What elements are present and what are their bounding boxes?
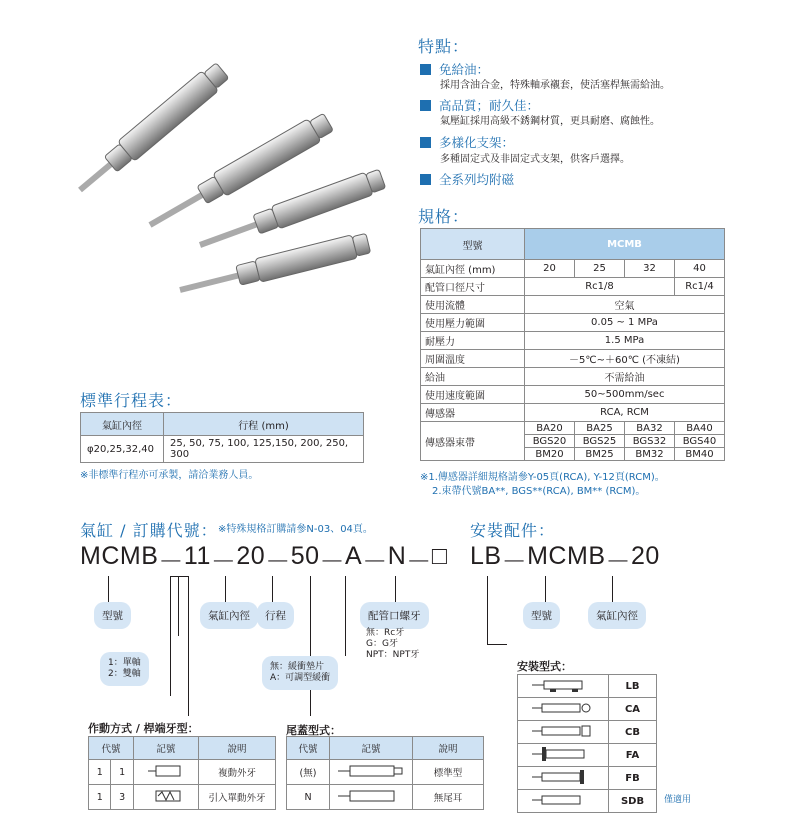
- spec-table: [420, 228, 725, 461]
- feature-desc: 採用含油合金，特殊軸承襯套，使活塞桿無需給油。: [440, 80, 670, 91]
- spec-note-1: ※1.傳感器詳細規格請參Y-05頁(RCA), Y-12頁(RCM)。: [420, 472, 665, 483]
- mount-side-note: 僅適用: [664, 795, 692, 805]
- table-row: 使用壓力範圍 0.05 ~ 1 MPa: [421, 314, 725, 332]
- cover-table: 代號 記號 說明 (無) 標準型 N 無尾耳: [286, 736, 484, 810]
- mount-title: 安裝型式：: [517, 660, 572, 673]
- symbol-icon: [330, 760, 413, 785]
- stroke-col-bore: 氣缸內徑: [81, 413, 164, 436]
- table-row: 耐壓力 1.5 MPa: [421, 332, 725, 350]
- acc-label-bore: 氣缸內徑: [588, 602, 646, 629]
- order-ref-note: ※特殊規格訂購請參N-03、04頁。: [218, 524, 373, 535]
- table-row: BGS20 BGS25 BGS32 BGS40: [421, 435, 725, 448]
- rod-options: 1：單軸 2：雙軸: [100, 652, 149, 686]
- feature-title: 全系列均附磁: [439, 172, 515, 187]
- spec-note-2: 2.束帶代號BA**, BGS**(RCA), BM** (RCM)。: [432, 486, 646, 497]
- symbol-icon: [133, 785, 198, 810]
- table-row: CB: [518, 721, 657, 744]
- cover-table-title: 尾蓋型式：: [286, 724, 341, 737]
- feature-title: 多樣化支架：: [439, 135, 515, 150]
- table-row: N 無尾耳: [287, 785, 484, 810]
- table-row: LB: [518, 675, 657, 698]
- feature-desc: 多種固定式及非固定式支架，供客戶選擇。: [440, 154, 630, 165]
- mount-lb-icon: [518, 675, 609, 698]
- label-port: 配管口螺牙: [360, 602, 429, 629]
- table-row: 使用速度範圍 50~500mm/sec: [421, 386, 725, 404]
- table-row: 氣缸內徑 (mm) 20 25 32 40: [421, 260, 725, 278]
- order-title: 氣缸 / 訂購代號：: [80, 521, 218, 540]
- stroke-table: [80, 412, 364, 463]
- label-model: 型號: [94, 602, 131, 629]
- feature-item: [420, 133, 514, 151]
- spec-model-value: MCMB: [525, 229, 725, 260]
- accessory-title: 安裝配件：: [470, 521, 556, 540]
- port-options: 無：Rc牙 G：G牙 NPT：NPT牙: [366, 628, 420, 660]
- mount-sdb-icon: [518, 790, 609, 813]
- table-row: 周圍溫度 －5℃~＋60℃ (不凍結): [421, 350, 725, 368]
- label-bore: 氣缸內徑: [200, 602, 258, 629]
- spec-model-header: 型號: [421, 229, 525, 260]
- mount-table: [517, 674, 657, 813]
- specs-title: 規格：: [418, 207, 470, 226]
- table-row: 給油 不需給油: [421, 368, 725, 386]
- table-row: (無) 標準型: [287, 760, 484, 785]
- mount-ca-icon: [518, 698, 609, 721]
- table-row: 1 1 複動外牙: [89, 760, 276, 785]
- table-row: CA: [518, 698, 657, 721]
- square-bullet-icon: [420, 137, 431, 148]
- table-row: φ20,25,32,40 25, 50, 75, 100, 125,150, 200, 250, 300: [81, 436, 364, 463]
- features-title: 特點：: [418, 37, 470, 56]
- cylinder-1: [72, 60, 231, 199]
- table-row: BM20 BM25 BM32 BM40: [421, 448, 725, 461]
- table-row: FB: [518, 767, 657, 790]
- table-row: 傳感器 RCA, RCM: [421, 404, 725, 422]
- action-table-title: 作動方式 / 桿端牙型：: [88, 722, 199, 735]
- symbol-icon: [330, 785, 413, 810]
- mount-cb-icon: [518, 721, 609, 744]
- feature-item: [420, 170, 514, 188]
- square-bullet-icon: [420, 174, 431, 185]
- cushion-options: 無：緩衝墊片 A：可調型緩衝: [262, 656, 338, 690]
- table-row: 1 3 引入單動外牙: [89, 785, 276, 810]
- symbol-icon: [133, 760, 198, 785]
- table-row: 傳感器束帶 BA20 BA25 BA32 BA40: [421, 422, 725, 435]
- square-bullet-icon: [420, 100, 431, 111]
- table-row: SDB: [518, 790, 657, 813]
- action-table: 代號 記號 說明 1 1 複動外牙 1 3 引入單動外牙: [88, 736, 276, 810]
- feature-desc: 氣壓缸採用高級不銹鋼材質，更具耐磨、腐蝕性。: [440, 116, 660, 127]
- table-row: FA: [518, 744, 657, 767]
- feature-title: 高品質；耐久佳：: [439, 98, 540, 113]
- square-bullet-icon: [420, 64, 431, 75]
- feature-title: 免給油：: [439, 62, 490, 77]
- label-stroke: 行程: [257, 602, 294, 629]
- order-code: MCMB － 11 － 20 － 50 － A － N － □: [80, 542, 448, 576]
- mount-fb-icon: [518, 767, 609, 790]
- product-image-cylinders: [50, 30, 410, 310]
- stroke-col-stroke: 行程 (mm): [164, 413, 364, 436]
- table-row: 使用流體 空氣: [421, 296, 725, 314]
- stroke-title: 標準行程表：: [80, 391, 183, 410]
- mount-fa-icon: [518, 744, 609, 767]
- table-row: 配管口徑尺寸 Rc1/8 Rc1/4: [421, 278, 725, 296]
- stroke-note: ※非標準行程亦可承製，請洽業務人員。: [80, 470, 259, 481]
- acc-label-model: 型號: [523, 602, 560, 629]
- accessory-code: LB － MCMB － 20: [470, 542, 660, 576]
